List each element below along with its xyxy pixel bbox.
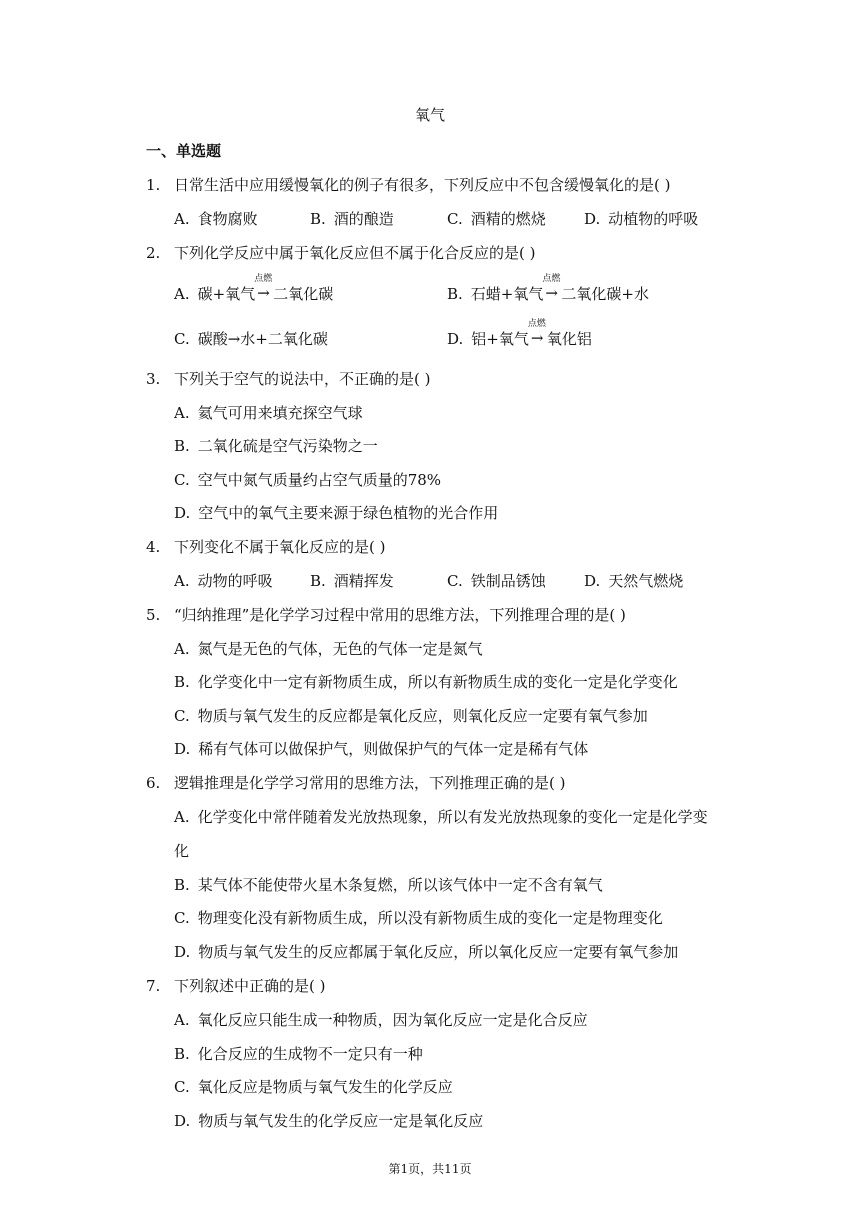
question-6-option-a-continued: 化 — [174, 842, 190, 860]
question-7-stem: 7. 下列叙述中正确的是( ) — [146, 977, 326, 995]
question-5-option-d: D. 稀有气体可以做保护气，则做保护气的气体一定是稀有气体 — [174, 740, 589, 758]
question-6-option-a: A. 化学变化中常伴随着发光放热现象，所以有发光放热现象的变化一定是化学变 — [174, 808, 708, 826]
question-1-option-c: C. 酒精的燃烧 — [447, 210, 546, 228]
question-7-option-c: C. 氧化反应是物质与氧气发生的化学反应 — [174, 1078, 453, 1096]
question-1-option-d: D. 动植物的呼吸 — [584, 210, 699, 228]
question-2-option-d: D. 铝+氧气 点燃 → 氧化铝 — [447, 319, 592, 348]
question-6-option-d: D. 物质与氧气发生的反应都属于氧化反应，所以氧化反应一定要有氧气参加 — [174, 943, 679, 961]
question-3-stem: 3. 下列关于空气的说法中，不正确的是( ) — [146, 370, 431, 388]
reaction-arrow: 点燃 → — [254, 274, 273, 302]
question-7-option-b: B. 化合反应的生成物不一定只有一种 — [174, 1045, 423, 1063]
question-7-option-a: A. 氧化反应只能生成一种物质，因为氧化反应一定是化合反应 — [174, 1011, 588, 1029]
question-3-option-d: D. 空气中的氧气主要来源于绿色植物的光合作用 — [174, 504, 499, 522]
question-5-option-b: B. 化学变化中一定有新物质生成，所以有新物质生成的变化一定是化学变化 — [174, 673, 678, 691]
question-2-option-c: C. 碳酸→水+二氧化碳 — [174, 330, 328, 348]
question-7-option-d: D. 物质与氧气发生的化学反应一定是氧化反应 — [174, 1112, 484, 1130]
question-5-stem: 5. “归纳推理”是化学学习过程中常用的思维方法，下列推理合理的是( ) — [146, 606, 626, 624]
question-1-option-a: A. 食物腐败 — [174, 210, 258, 228]
question-3-option-a: A. 氦气可用来填充探空气球 — [174, 404, 363, 422]
question-4-option-a: A. 动物的呼吸 — [174, 572, 273, 590]
question-4-stem: 4. 下列变化不属于氧化反应的是( ) — [146, 538, 386, 556]
question-5-option-a: A. 氮气是无色的气体，无色的气体一定是氮气 — [174, 640, 483, 658]
section-heading: 一、单选题 — [146, 142, 222, 160]
question-2-option-b: B. 石蜡+氧气 点燃 → 二氧化碳+水 — [447, 274, 649, 303]
question-3-option-c: C. 空气中氮气质量约占空气质量的78% — [174, 471, 442, 489]
question-5-option-c: C. 物质与氧气发生的反应都是氧化反应，则氧化反应一定要有氧气参加 — [174, 707, 648, 725]
question-4-option-b: B. 酒精挥发 — [310, 572, 394, 590]
document-title: 氧气 — [414, 106, 445, 124]
question-6-option-b: B. 某气体不能使带火星木条复燃，所以该气体中一定不含有氧气 — [174, 876, 603, 894]
question-2-stem: 2. 下列化学反应中属于氧化反应但不属于化合反应的是( ) — [146, 244, 536, 262]
question-4-option-d: D. 天然气燃烧 — [584, 572, 684, 590]
page-footer: 第1页，共11页 — [388, 1162, 472, 1176]
question-4-option-c: C. 铁制品锈蚀 — [447, 572, 546, 590]
question-1-stem: 1. 日常生活中应用缓慢氧化的例子有很多，下列反应中不包含缓慢氧化的是( ) — [146, 176, 671, 194]
question-6-option-c: C. 物理变化没有新物质生成，所以没有新物质生成的变化一定是物理变化 — [174, 909, 663, 927]
reaction-arrow: 点燃 → — [542, 274, 561, 302]
question-2-option-a: A. 碳+氧气 点燃 → 二氧化碳 — [174, 274, 334, 303]
reaction-arrow: 点燃 → — [527, 319, 546, 347]
question-6-stem: 6. 逻辑推理是化学学习常用的思维方法，下列推理正确的是( ) — [146, 774, 566, 792]
question-1-option-b: B. 酒的酿造 — [310, 210, 394, 228]
question-3-option-b: B. 二氧化硫是空气污染物之一 — [174, 437, 378, 455]
